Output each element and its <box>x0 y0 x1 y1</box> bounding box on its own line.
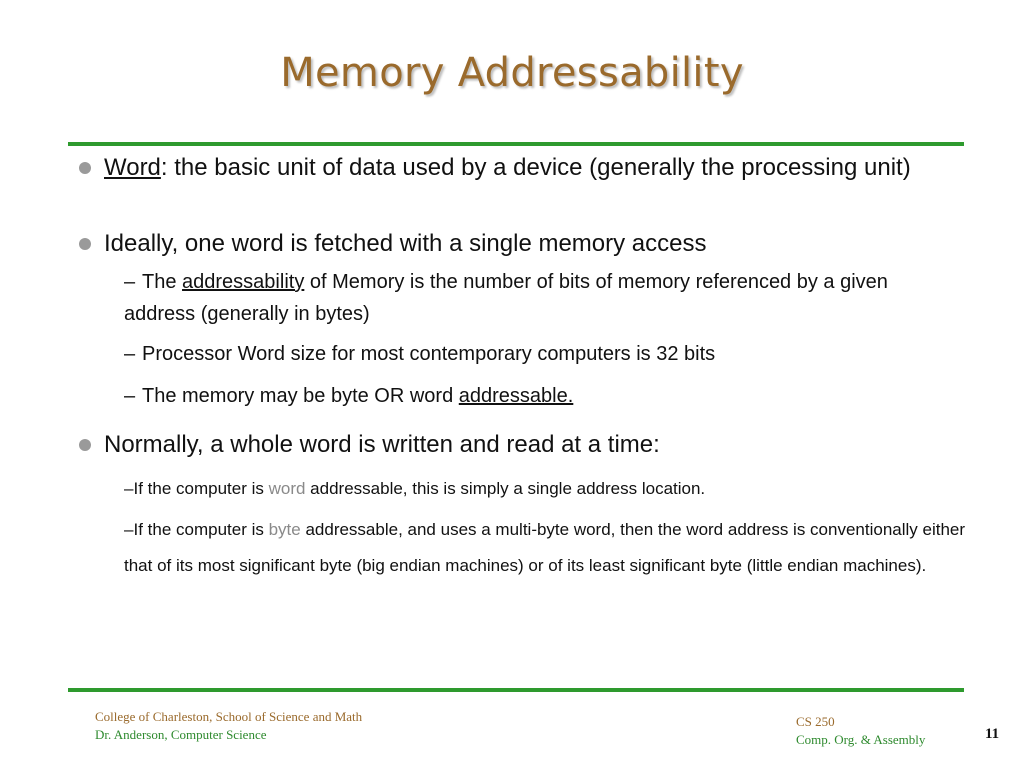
bullet-dot-icon <box>79 439 91 451</box>
dash-icon: – <box>124 385 136 407</box>
sub-text-pre: The <box>142 271 183 293</box>
sub-text: Processor Word size for most contemporary computers is 32 bits <box>142 343 716 365</box>
sub-bullet-addressability <box>124 266 964 330</box>
sub-term: addressable. <box>458 385 574 407</box>
slide-title: Memory Addressability <box>280 50 744 96</box>
bullet-ideally: Ideally, one word is fetched with a single memory access <box>104 230 707 257</box>
sub-text-pre: The memory may be byte OR word <box>142 385 459 407</box>
sub-text-post: of Memory is the number of bits of memory referenced by a given address (generally in bytes) <box>124 271 888 325</box>
footer-institution <box>95 708 362 744</box>
sub-highlight: word <box>268 479 306 498</box>
sub-text-pre: If the computer is <box>133 479 269 498</box>
dash-icon: – <box>124 520 134 539</box>
footer-course-code: CS 250 <box>796 714 835 729</box>
dash-icon: – <box>124 343 136 365</box>
bottom-divider <box>68 688 964 692</box>
dash-icon: – <box>124 479 134 498</box>
footer-author: Dr. Anderson, Computer Science <box>95 727 267 742</box>
footer-college: College of Charleston, School of Science and Math <box>95 709 363 724</box>
sub-highlight: byte <box>268 520 301 539</box>
bullet-dot-icon <box>79 162 91 174</box>
footer-course-name: Comp. Org. & Assembly <box>796 732 926 747</box>
bullet-dot-icon <box>79 238 91 250</box>
sub-bullet-word-addressable <box>124 471 974 507</box>
page-number: 11 <box>985 726 1000 742</box>
bullet-normally: Normally, a whole word is written and read at a time: <box>104 431 660 458</box>
sub-term: addressability <box>182 271 305 293</box>
footer-course <box>796 713 925 749</box>
sub-bullet-word-size <box>124 338 964 370</box>
sub-text-post: addressable, and uses a multi-byte word, then the word address is conventionally either that of its most significant byte (big endian machines) or of its least significant byte (little endian machines). <box>124 520 966 575</box>
bullet-term: Word <box>104 154 161 181</box>
dash-icon: – <box>124 271 136 293</box>
sub-text-post: addressable, this is simply a single address location. <box>305 479 706 498</box>
sub-text-pre: If the computer is <box>133 520 269 539</box>
sub-bullet-byte-addressable <box>124 512 974 584</box>
sub-bullet-byte-or-word <box>124 380 964 412</box>
bullet-text: : the basic unit of data used by a device (generally the processing unit) <box>160 154 911 181</box>
bullet-word <box>104 152 954 184</box>
